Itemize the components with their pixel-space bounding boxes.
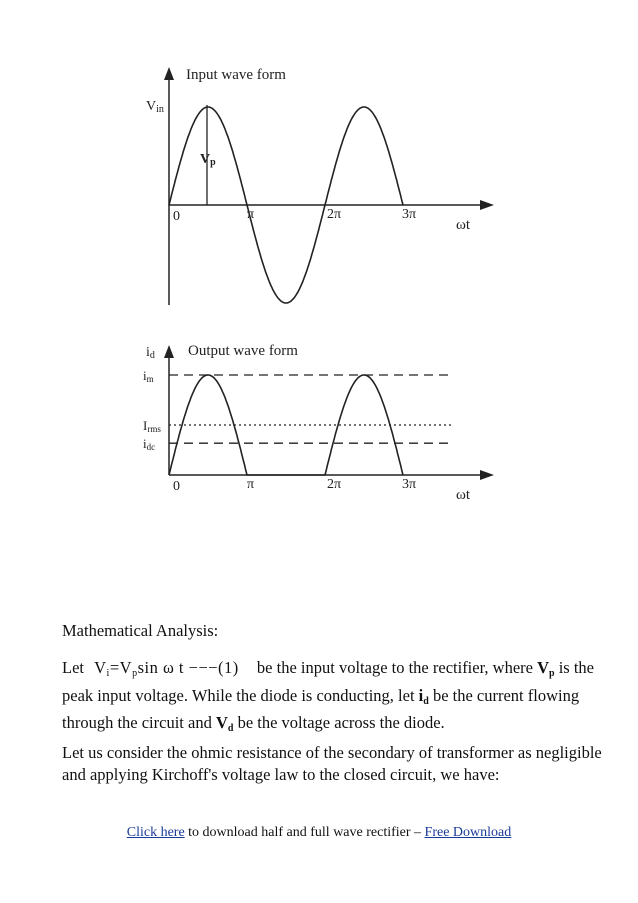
level-label-rms: Irms: [143, 418, 161, 434]
input-tick-0: 0: [173, 209, 180, 224]
output-tick-0: 0: [173, 479, 180, 494]
output-x-label: ωt: [456, 487, 471, 503]
level-label-dc: idc: [143, 436, 156, 453]
output-y-label: id: [146, 345, 155, 361]
analysis-paragraph-2: Let us consider the ohmic resistance of the secondary of transformer as negligible and applying Kirchoff's voltage law to the closed circuit, we have:: [62, 743, 602, 784]
level-label-m: im: [143, 368, 154, 384]
output-y-axis: [164, 345, 174, 475]
output-tick-pi: π: [247, 477, 255, 492]
output-level-lines: [169, 375, 452, 443]
output-level-labels: [143, 368, 161, 452]
input-waveform-diagram: [0, 0, 638, 320]
free-download-link[interactable]: Free Download: [424, 825, 512, 840]
input-x-label: ωt: [456, 217, 471, 233]
input-tick-3pi: 3π: [402, 207, 417, 222]
input-tick-pi: π: [247, 207, 255, 222]
analysis-paragraph-1: Let $V_i=V_p\sin$ ω t −−−(1) be the input voltage to the rectifier, where $V_p$ is the peak input voltage. While the diode is conducting, let $i_d$ be the current flowing through the circuit and $V_d$ be the voltage across the diode.: [62, 658, 595, 734]
peak-label: Vp: [200, 152, 216, 168]
input-y-label: Vin: [146, 99, 164, 115]
analysis-heading: Mathematical Analysis:: [62, 621, 219, 640]
input-y-axis: [164, 67, 174, 305]
output-waveform-diagram: [0, 330, 638, 530]
download-footer: Click here to download half and full wave rectifier – Free Download: [126, 825, 512, 840]
output-tick-3pi: 3π: [402, 477, 417, 492]
input-tick-2pi: 2π: [327, 207, 342, 222]
input-voltage-equation: $V_i=V_p\sin$ ω t −−−(1): [94, 658, 239, 679]
input-chart-title: Input wave form: [186, 67, 286, 83]
output-chart-title: Output wave form: [188, 343, 298, 359]
output-tick-2pi: 2π: [327, 477, 342, 492]
click-here-link[interactable]: Click here: [126, 825, 185, 840]
